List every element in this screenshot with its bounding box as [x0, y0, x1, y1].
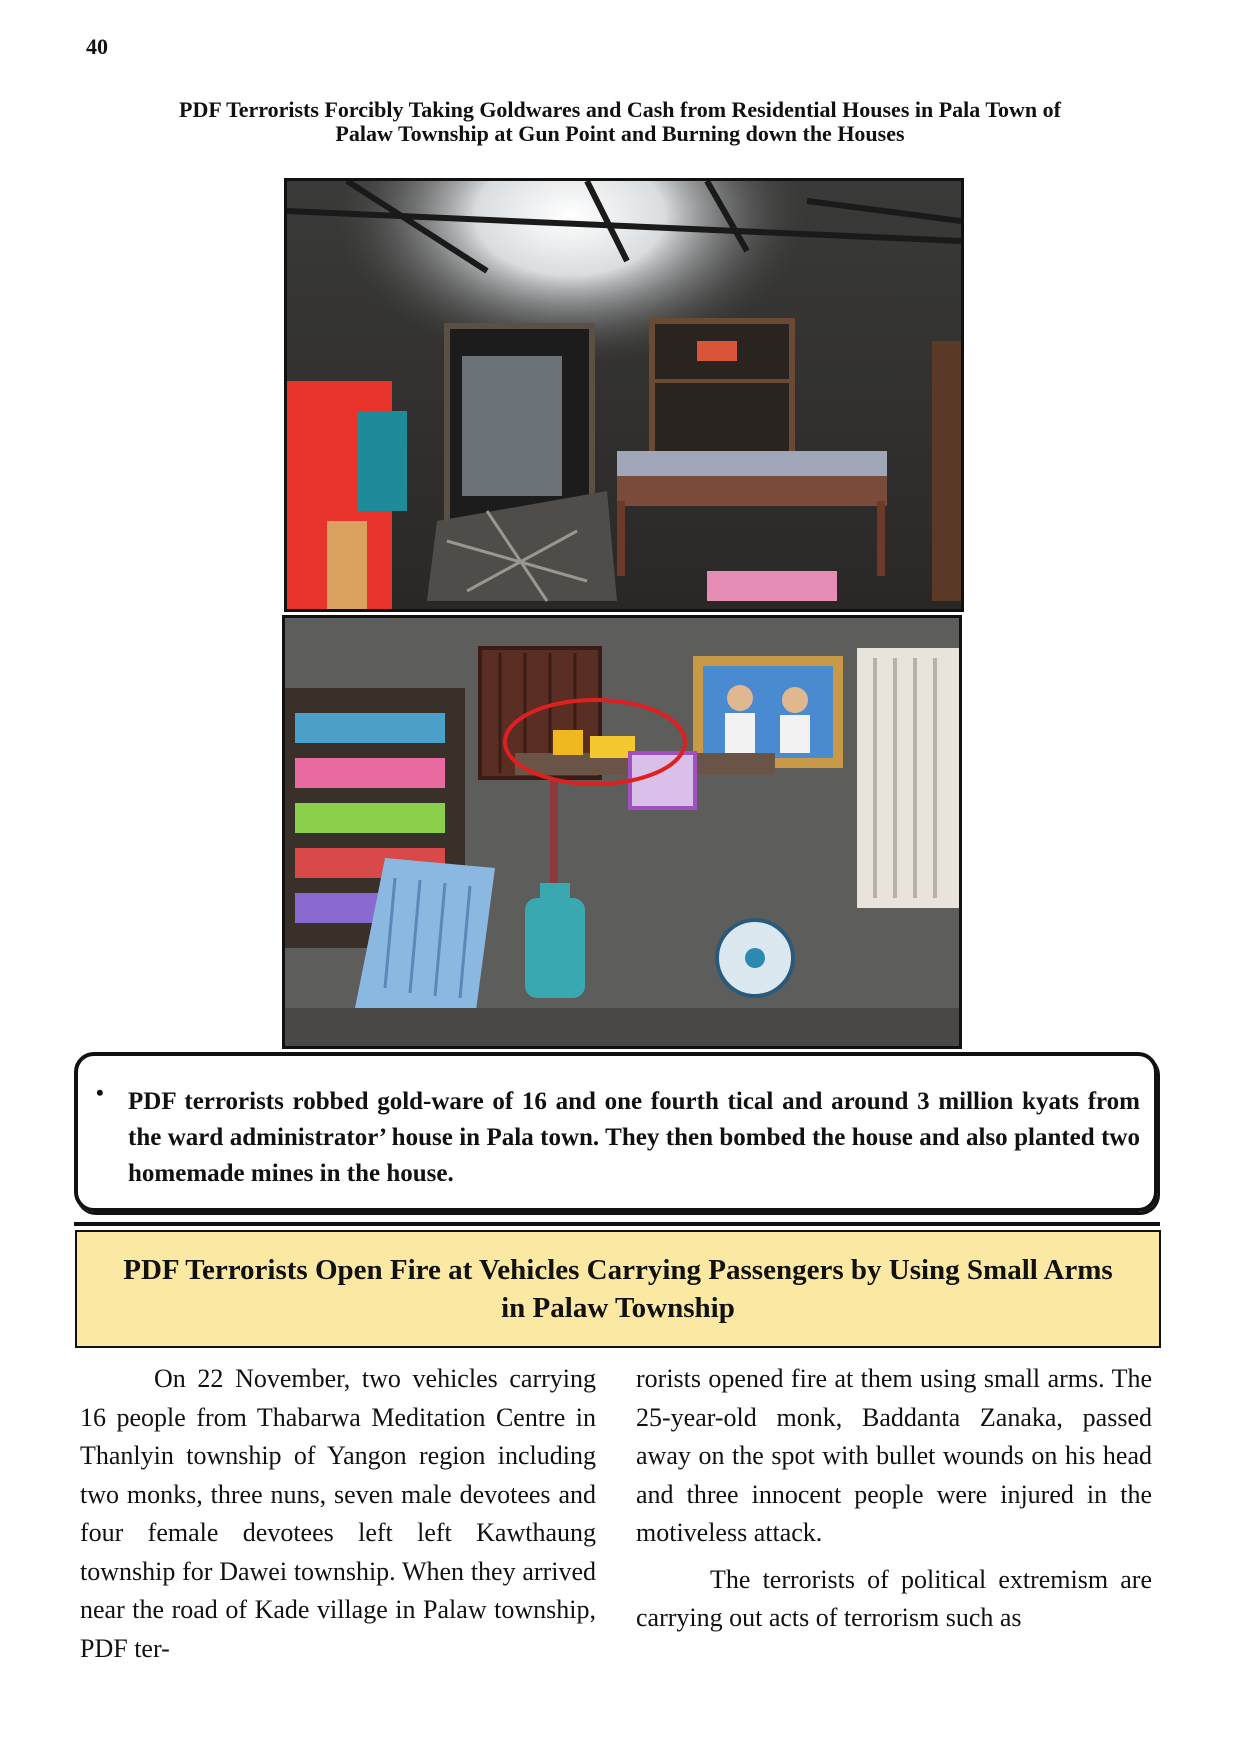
section-heading-box: [75, 1230, 1161, 1348]
section-divider: [74, 1222, 1160, 1226]
section-heading-line-2: in Palaw Township: [501, 1292, 735, 1324]
section-heading: [93, 1251, 1143, 1327]
article-left-column: [80, 1360, 596, 1668]
room-interior-image: [285, 618, 959, 1046]
article-right-column: [636, 1360, 1152, 1638]
article-paragraph-2: The terrorists of political extremism are carrying out acts of terrorism such as: [636, 1564, 1152, 1632]
article-paragraph-1: On 22 November, two vehicles carrying 16 people from Thabarwa Meditation Centre in Thanlyin township of Yangon region including two monks, three nuns, seven male devotees and four female devotees left left Kawthaung township for Dawei township. When they arrived near the road of Kade village in Palaw township, PDF ter-: [80, 1364, 596, 1663]
page-title: [100, 98, 1140, 146]
article-paragraph-1-continued: rorists opened fire at them using small arms. The 25-year-old monk, Baddanta Zanaka, passed away on the spot with bullet wounds on his head and three innocent people were injured in the motiveless attack.: [636, 1364, 1152, 1547]
page-title-line-2: Palaw Township at Gun Point and Burning down the Houses: [335, 121, 905, 146]
burned-room-image: [287, 181, 961, 609]
burned-room-photo: [284, 178, 964, 612]
bullet-summary-box: [74, 1052, 1158, 1212]
page-number: 40: [86, 34, 108, 59]
section-heading-line-1: PDF Terrorists Open Fire at Vehicles Carrying Passengers by Using Small Arms: [123, 1254, 1113, 1286]
bullet-text: PDF terrorists robbed gold-ware of 16 and one fourth tical and around 3 million kyats from the ward administrator’ house in Pala town. They then bombed the house and also planted two homemade mines in the house.: [128, 1088, 1140, 1187]
room-interior-photo: [282, 615, 962, 1049]
page-title-line-1: PDF Terrorists Forcibly Taking Goldwares and Cash from Residential Houses in Pala Town of: [179, 97, 1061, 122]
bullet-point: •: [96, 1080, 104, 1105]
